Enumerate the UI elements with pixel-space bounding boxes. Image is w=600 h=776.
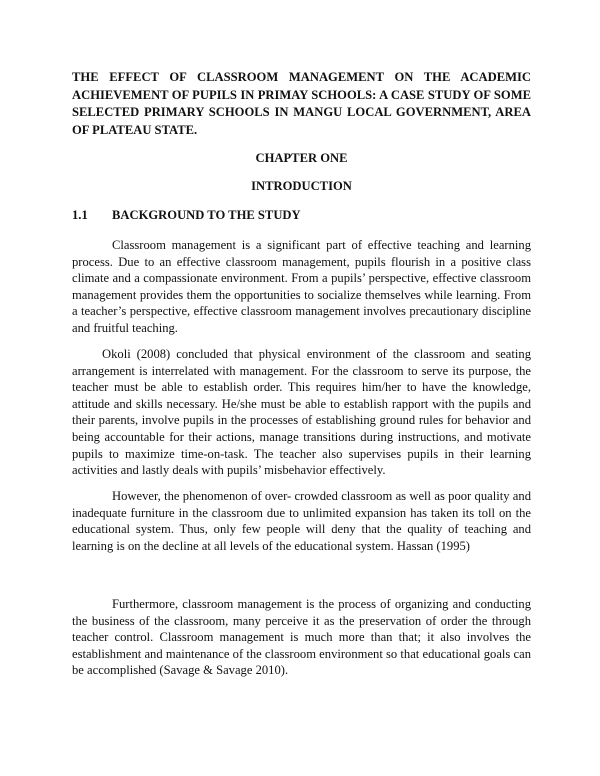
section-number: 1.1 [72, 208, 88, 222]
document-title: THE EFFECT OF CLASSROOM MANAGEMENT ON THE ACADEMIC ACHIEVEMENT OF PUPILS IN PRIMAY SCHOOLS: A CASE STUDY OF SOME SELECTED PRIMARY SCHOOLS IN MANGU LOCAL GOVERNMENT, AREA OF PLATEAU STATE. [72, 70, 531, 137]
section-title: BACKGROUND TO THE STUDY [112, 208, 301, 222]
paragraph-4: Furthermore, classroom management is the process of organizing and conducting the business of the classroom, many perceive it as the preservation of order the through teacher control. Classroom management is much more than that; it also involves the establishment and maintenance of the classroom environment so that educational goals can be accomplished (Savage & Savage 2010). [72, 597, 531, 678]
paragraph-1: Classroom management is a significant part of effective teaching and learning process. Due to an effective classroom management, pupils flourish in a positive class climate and a compassionate environment. From a pupils’ perspective, effective classroom management provides them the opportunities to socialize themselves while learning. From a teacher’s perspective, effective classroom management involves precautionary discipline and fruitful teaching. [72, 238, 531, 335]
paragraph-3: However, the phenomenon of over- crowded classroom as well as poor quality and inadequate furniture in the classroom due to unlimited expansion has taken its toll on the educational system. Thus, only few people will deny that the quality of teaching and learning is on the decline at all levels of the educational system. Hassan (1995) [72, 489, 531, 553]
paragraph-2: Okoli (2008) concluded that physical environment of the classroom and seating arrangement is interrelated with management. For the classroom to serve its purpose, the teacher must be able to establish order. This requires him/her to have the knowledge, attitude and skills necessary. He/she must be able to establish rapport with the pupils and their parents, involve pupils in the processes of establishing ground rules for behavior and being accountable for their actions, manage transitions during instructions, and motivate pupils to maximize time-on-task. The teacher also supervises pupils in their learning activities and lastly deals with pupils’ misbehavior effectively. [72, 347, 531, 478]
chapter-heading: CHAPTER ONE [255, 151, 348, 165]
chapter-title: INTRODUCTION [251, 179, 352, 193]
section-heading [72, 207, 531, 223]
